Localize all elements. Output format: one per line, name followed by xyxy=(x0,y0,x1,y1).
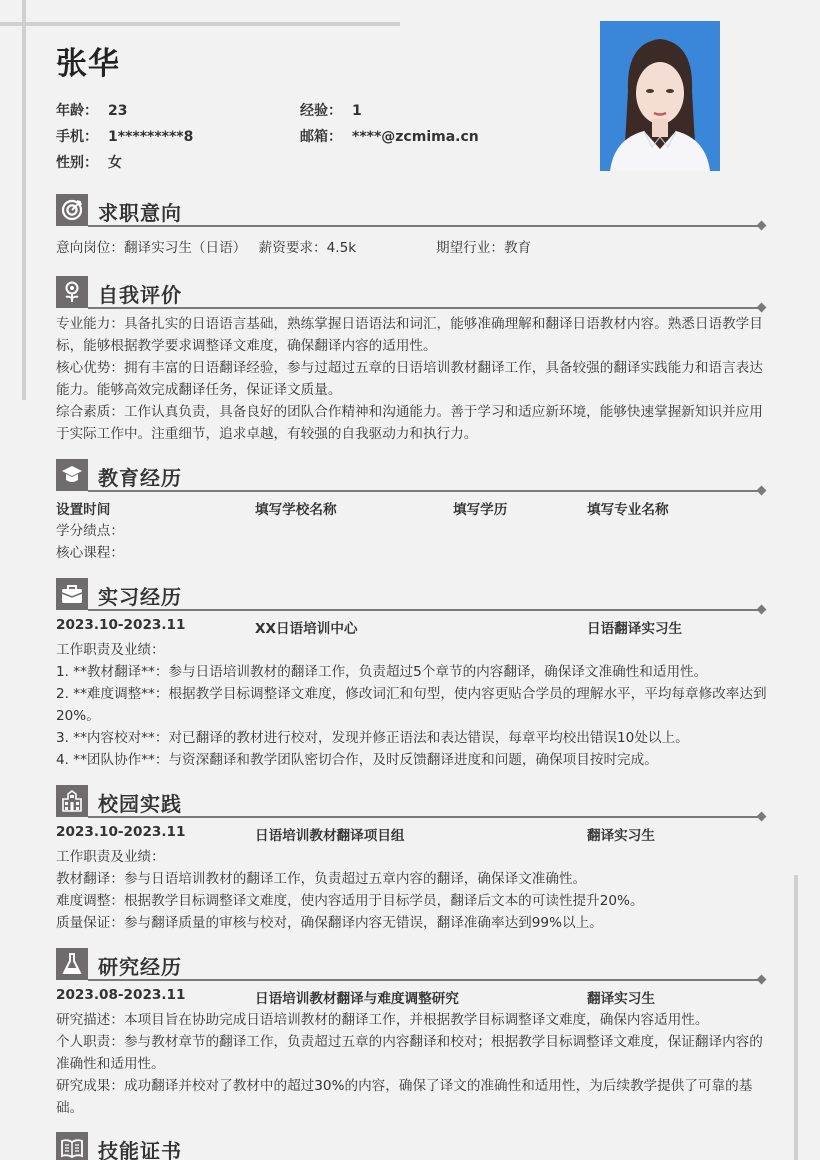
research-line: 研究成果：成功翻译并校对了教材中的超过30%的内容，确保了译文的准确性和适用性，为后续教学提供了可靠的基础。 xyxy=(56,1078,753,1116)
internship-line: 3. **内容校对**：对已翻译的教材进行校对，发现并修正语法和表达错误，每章平均校出错误10处以上。 xyxy=(56,730,689,746)
education-time: 设置时间 xyxy=(56,502,111,518)
research-row xyxy=(56,987,768,1009)
info-value: 女 xyxy=(108,155,122,171)
education-details xyxy=(56,520,768,564)
intention-salary: 薪资要求：4.5k xyxy=(258,240,357,256)
section-title: 自我评价 xyxy=(98,283,182,307)
education-major: 填写专业名称 xyxy=(587,502,669,518)
education-row xyxy=(56,498,768,520)
section-divider xyxy=(88,816,761,818)
research-role: 翻译实习生 xyxy=(587,991,655,1007)
book-icon xyxy=(56,1132,88,1160)
section-divider xyxy=(88,979,761,981)
intention-position: 意向岗位：翻译实习生（日语） xyxy=(56,240,247,256)
info-value: 1*********8 xyxy=(108,129,194,145)
internship-time: 2023.10-2023.11 xyxy=(56,617,186,633)
internship-org: XX日语培训中心 xyxy=(255,621,358,637)
campus-intro: 工作职责及业绩： xyxy=(56,849,165,865)
divider-end-diamond xyxy=(757,303,767,313)
section-title: 校园实践 xyxy=(98,792,182,816)
section-header-self-eval xyxy=(56,276,765,310)
decorative-left-line xyxy=(22,0,26,400)
section-header-intention xyxy=(56,194,765,228)
self-eval-line: 综合素质：工作认真负责，具备良好的团队合作精神和沟通能力。善于学习和适应新环境，能够快速掌握新知识并应用于实际工作中。注重细节，追求卓越，有较强的自我驱动力和执行力。 xyxy=(56,404,763,442)
research-line: 个人职责：参与教材章节的翻译工作，负责超过五章的内容翻译和校对；根据教学目标调整译文难度，保证翻译内容的准确性和适用性。 xyxy=(56,1034,763,1072)
campus-body xyxy=(56,846,768,934)
decorative-top-line xyxy=(0,22,400,26)
section-divider xyxy=(88,490,761,492)
section-title: 教育经历 xyxy=(98,466,182,490)
divider-end-diamond xyxy=(757,221,767,231)
research-title: 日语培训教材翻译与难度调整研究 xyxy=(255,991,459,1007)
self-eval-body xyxy=(56,313,768,445)
flask-icon xyxy=(56,948,88,980)
campus-line: 教材翻译：参与日语培训教材的翻译工作，负责超过五章内容的翻译，确保译文准确性。 xyxy=(56,871,587,887)
section-divider xyxy=(88,225,761,227)
internship-line: 2. **难度调整**：根据教学目标调整译文难度，修改词汇和句型，使内容更贴合学员的理解水平，平均每章修改率达到20%。 xyxy=(56,686,767,724)
campus-org: 日语培训教材翻译项目组 xyxy=(255,828,405,844)
section-header-education xyxy=(56,459,765,493)
info-email xyxy=(300,129,479,145)
campus-row xyxy=(56,824,768,846)
section-header-internship xyxy=(56,578,765,612)
research-body xyxy=(56,1009,768,1119)
internship-intro: 工作职责及业绩： xyxy=(56,642,165,658)
intention-row xyxy=(56,237,768,259)
education-gpa: 学分绩点： xyxy=(56,523,124,539)
info-gender xyxy=(56,155,122,171)
graduation-cap-icon xyxy=(56,459,88,491)
section-header-campus xyxy=(56,785,765,819)
section-header-skills xyxy=(56,1132,765,1160)
campus-line: 难度调整：根据教学目标调整译文难度，使内容适用于目标学员，翻译后文本的可读性提升20%。 xyxy=(56,893,644,909)
campus-line: 质量保证：参与翻译质量的审核与校对，确保翻译内容无错误，翻译准确率达到99%以上。 xyxy=(56,915,603,931)
campus-role: 翻译实习生 xyxy=(587,828,655,844)
section-divider xyxy=(88,609,761,611)
info-phone xyxy=(56,129,193,145)
internship-line: 1. **教材翻译**：参与日语培训教材的翻译工作，负责超过5个章节的内容翻译，确保译文准确性和适用性。 xyxy=(56,664,708,680)
intention-industry: 期望行业：教育 xyxy=(436,240,532,256)
research-line: 研究描述：本项目旨在协助完成日语培训教材的翻译工作，并根据教学目标调整译文难度，确保内容适用性。 xyxy=(56,1012,709,1028)
section-title: 研究经历 xyxy=(98,955,182,979)
info-age xyxy=(56,103,127,119)
section-header-research xyxy=(56,948,765,982)
internship-row xyxy=(56,617,768,639)
profile-photo xyxy=(600,21,720,171)
divider-end-diamond xyxy=(757,812,767,822)
info-value: 1 xyxy=(352,103,362,119)
target-icon xyxy=(56,194,88,226)
section-title: 实习经历 xyxy=(98,585,182,609)
research-time: 2023.08-2023.11 xyxy=(56,987,186,1003)
education-school: 填写学校名称 xyxy=(255,502,337,518)
info-experience xyxy=(300,103,362,119)
divider-end-diamond xyxy=(757,605,767,615)
internship-role: 日语翻译实习生 xyxy=(587,621,683,637)
divider-end-diamond xyxy=(757,975,767,985)
briefcase-icon xyxy=(56,578,88,610)
section-title: 求职意向 xyxy=(98,201,182,225)
info-value: ****@zcmima.cn xyxy=(352,129,479,145)
self-eval-line: 核心优势：拥有丰富的日语翻译经验，参与过超过五章的日语培训教材翻译工作，具备较强的翻译实践能力和语言表达能力。能够高效完成翻译任务，保证译文质量。 xyxy=(56,360,763,398)
building-icon xyxy=(56,785,88,817)
flower-icon xyxy=(56,276,88,308)
campus-time: 2023.10-2023.11 xyxy=(56,824,186,840)
education-degree: 填写学历 xyxy=(453,502,508,518)
info-label: 经验： xyxy=(300,103,342,119)
info-label: 邮箱： xyxy=(300,129,342,145)
info-label: 年龄： xyxy=(56,103,98,119)
internship-line: 4. **团队协作**：与资深翻译和教学团队密切合作，及时反馈翻译进度和问题，确保项目按时完成。 xyxy=(56,752,658,768)
info-label: 手机： xyxy=(56,129,98,145)
self-eval-line: 专业能力：具备扎实的日语语言基础，熟练掌握日语语法和词汇，能够准确理解和翻译日语教材内容。熟悉日语教学目标，能够根据教学要求调整译文难度，确保翻译内容的适用性。 xyxy=(56,316,763,354)
candidate-name: 张华 xyxy=(56,46,120,82)
section-title: 技能证书 xyxy=(98,1139,182,1160)
divider-end-diamond xyxy=(757,486,767,496)
section-divider xyxy=(88,307,761,309)
decorative-right-line xyxy=(794,875,798,1160)
info-label: 性别： xyxy=(56,155,98,171)
internship-body xyxy=(56,639,768,771)
info-value: 23 xyxy=(108,103,128,119)
education-courses: 核心课程： xyxy=(56,545,124,561)
